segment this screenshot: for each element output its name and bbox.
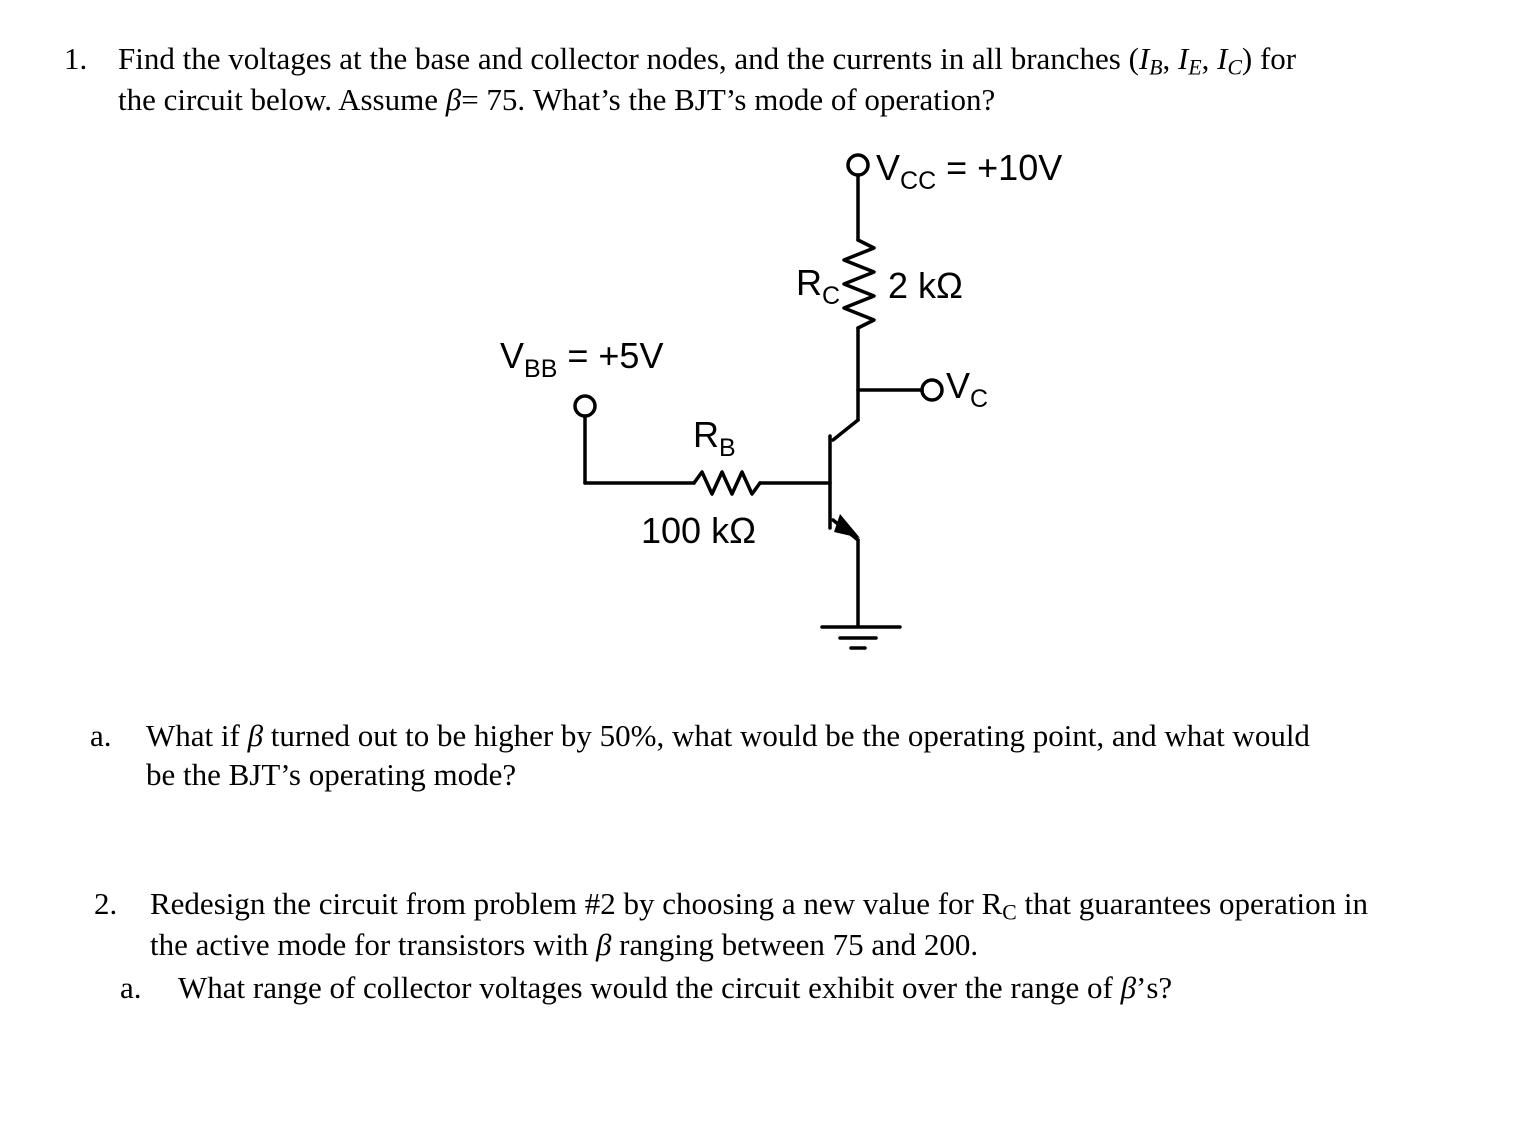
collector-lead <box>833 420 858 440</box>
problem-2a-marker: a. <box>120 970 142 1005</box>
problem-1a-marker: a. <box>90 718 112 753</box>
current-ie-subscript: E <box>1188 55 1202 80</box>
problem-2-post: that guarantees operation in <box>1016 886 1368 921</box>
problem-2-line-1 <box>150 883 1368 924</box>
problem-2-number: 2. <box>94 886 118 921</box>
problem-1-number: 1. <box>64 41 88 76</box>
problem-1-text: Find the voltages at the base and collector nodes, and the currents in all branches ( <box>118 41 1139 76</box>
problem-1-line-2-pre: the circuit below. Assume <box>118 82 446 117</box>
problem-2a-pre: What range of collector voltages would the circuit exhibit over the range of <box>178 970 1121 1005</box>
problem-1a-line-1 <box>146 715 1310 756</box>
beta-symbol: β <box>595 927 612 962</box>
beta-symbol: β <box>247 718 264 753</box>
problem-1-line-2-post: = 75. What’s the BJT’s mode of operation? <box>461 82 996 117</box>
separator: , <box>1201 41 1218 76</box>
rc-subscript: C <box>1002 900 1017 925</box>
current-ic-subscript: C <box>1227 55 1242 80</box>
problem-2a-line <box>178 967 1172 1008</box>
rc-value: 2 kΩ <box>888 265 963 306</box>
vc-terminal <box>922 380 942 400</box>
current-ib: I <box>1138 41 1150 76</box>
rc-resistor <box>844 240 874 328</box>
beta-symbol: β <box>1120 970 1137 1005</box>
beta-symbol: β <box>445 82 462 117</box>
problem-2-line-2-pre: the active mode for transistors with <box>150 927 596 962</box>
vc-label: $V_C$ <box>946 365 989 413</box>
rb-label: $R_B$ <box>693 414 736 462</box>
current-ie: I <box>1178 41 1189 76</box>
problem-1a-post: turned out to be higher by 50%, what would be the operating point, and what would <box>263 718 1310 753</box>
vcc-label: $V_{CC} = +10V$ <box>876 147 1063 195</box>
vbb-label: $V_{BB} = +5V$ <box>500 335 664 383</box>
vcc-terminal <box>848 155 868 175</box>
rb-value: 100 kΩ <box>641 510 756 551</box>
problem-1a-pre: What if <box>146 718 248 753</box>
separator: , <box>1162 41 1179 76</box>
emitter-arrow-icon <box>834 514 860 538</box>
problem-2-line-2-post: ranging between 75 and 200. <box>611 927 979 962</box>
problem-2-line-2 <box>150 924 978 965</box>
rc-label: $R_C$ <box>796 262 841 310</box>
problem-1a-line-2: be the BJT’s operating mode? <box>146 757 517 792</box>
current-ib-subscript: B <box>1149 55 1163 80</box>
problem-2a-post: ’s? <box>1136 970 1173 1005</box>
vbb-terminal <box>575 396 595 416</box>
problem-1-text-end: ) for <box>1241 41 1297 76</box>
rb-resistor <box>694 472 760 494</box>
problem-2-pre: Redesign the circuit from problem #2 by choosing a new value for R <box>150 886 1003 921</box>
current-ic: I <box>1217 41 1228 76</box>
